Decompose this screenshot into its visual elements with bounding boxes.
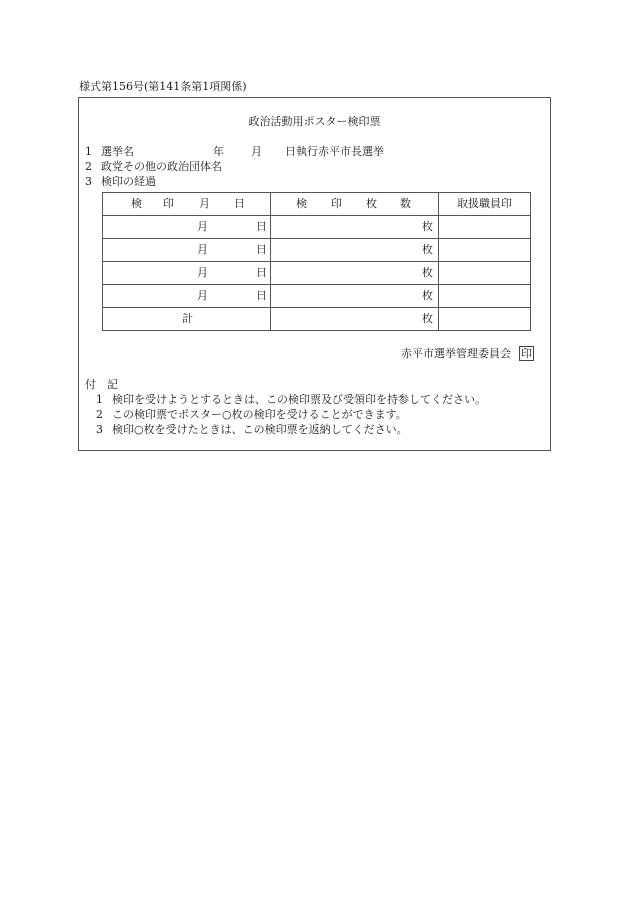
note-text: 検印を受けようとするときは、この検印票及び受領印を持参してください。	[112, 393, 486, 406]
date-cell[interactable]: 月 日	[103, 216, 271, 239]
ticket-title: 政治活動用ポスター検印票	[248, 115, 381, 128]
total-count-cell[interactable]: 枚	[271, 308, 439, 331]
officer-seal-cell[interactable]	[439, 285, 531, 308]
table-row	[103, 239, 531, 262]
item-party-name	[85, 160, 222, 174]
note-number: 2	[96, 408, 103, 421]
year-label: 年	[213, 145, 224, 158]
count-cell[interactable]: 枚	[271, 239, 439, 262]
seal-mark: 印	[521, 347, 532, 360]
committee-name: 赤平市選挙管理委員会	[401, 347, 511, 360]
count-cell[interactable]: 枚	[271, 285, 439, 308]
date-cell[interactable]: 月 日	[103, 239, 271, 262]
election-suffix: 日執行赤平市長選挙	[285, 145, 384, 158]
date-cell[interactable]: 月 日	[103, 262, 271, 285]
header-officer-seal: 取扱職員印	[439, 193, 531, 216]
item-number: 2	[85, 160, 92, 173]
note-item	[96, 408, 407, 422]
note-text: 検印○枚を受けたときは、この検印票を返納してください。	[112, 423, 408, 436]
officer-seal-cell[interactable]	[439, 262, 531, 285]
notes-heading: 付 記	[85, 378, 118, 391]
officer-seal-cell[interactable]	[439, 239, 531, 262]
officer-seal-cell[interactable]	[439, 216, 531, 239]
ticket-frame	[78, 97, 551, 451]
table-total-row	[103, 308, 531, 331]
table-row	[103, 216, 531, 239]
total-label-cell: 計	[103, 308, 271, 331]
note-item	[96, 393, 486, 407]
header-stamp-date: 検 印 月 日	[103, 193, 271, 216]
date-cell[interactable]: 月 日	[103, 285, 271, 308]
note-item	[96, 423, 408, 437]
table-header-row	[103, 193, 531, 216]
item-label: 選挙名	[101, 145, 134, 158]
committee-signature	[401, 346, 534, 361]
total-officer-cell[interactable]	[439, 308, 531, 331]
stamp-log-table	[102, 192, 531, 331]
count-cell[interactable]: 枚	[271, 216, 439, 239]
table-row	[103, 285, 531, 308]
item-number: 1	[85, 145, 92, 158]
note-text: この検印票でポスター○枚の検印を受けることができます。	[112, 408, 407, 421]
note-number: 1	[96, 393, 103, 406]
header-stamp-count: 検 印 枚 数	[271, 193, 439, 216]
item-stamp-history	[85, 175, 156, 189]
month-label: 月	[251, 145, 262, 158]
form-number-label: 様式第156号(第141条第1項関係)	[79, 80, 247, 93]
table-row	[103, 262, 531, 285]
count-cell[interactable]: 枚	[271, 262, 439, 285]
item-label: 政党その他の政治団体名	[101, 160, 222, 173]
item-number: 3	[85, 175, 92, 188]
item-label: 検印の経過	[101, 175, 156, 188]
note-number: 3	[96, 423, 103, 436]
